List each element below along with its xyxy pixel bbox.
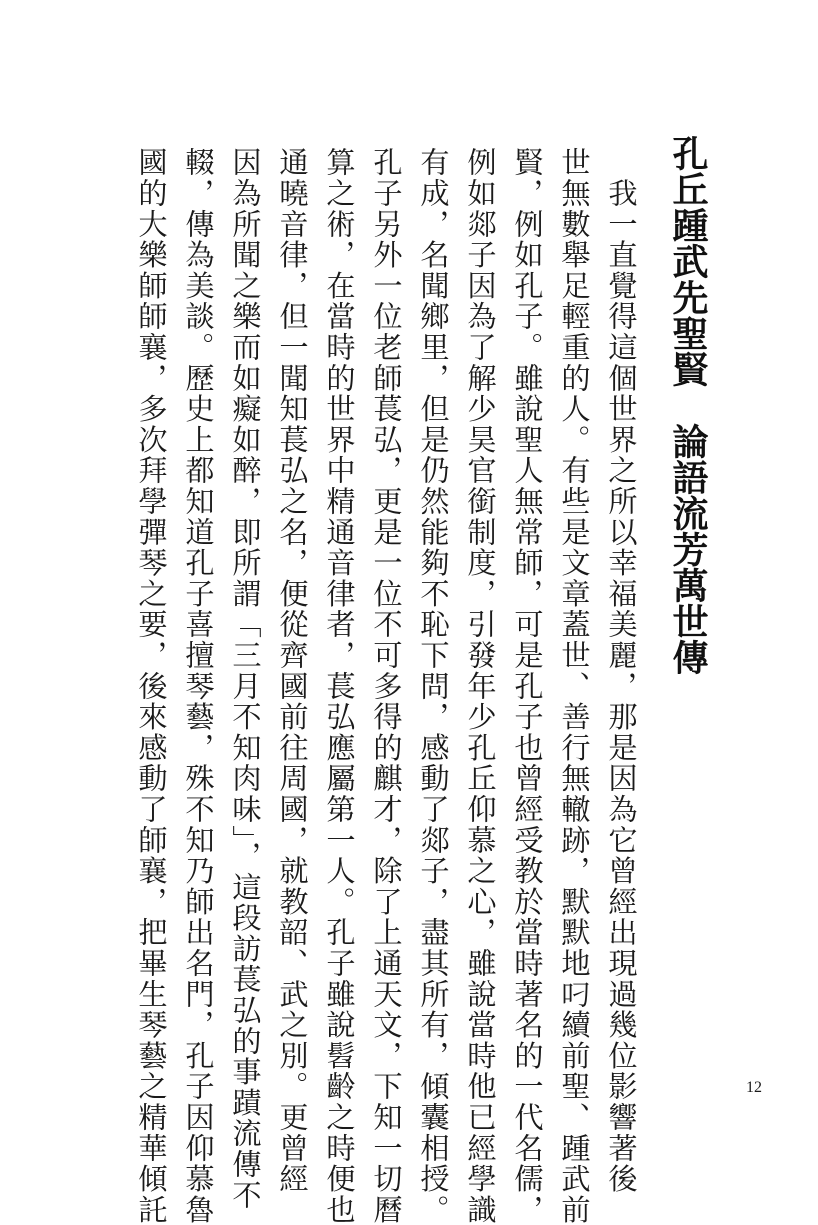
page-number: 12	[746, 1079, 762, 1096]
text-column-1: 我一直覺得這個世界之所以幸福美麗，那是因為它曾經出現過幾位影響著後	[604, 147, 638, 1195]
text-column-5: 有成，名聞鄉里，但是仍然能夠不恥下問，感動了郯子，盡其所有，傾囊相授。	[416, 147, 450, 1225]
text-column-10: 輟，傳為美談。歷史上都知道孔子喜擅琴藝，殊不知乃師出名門，孔子因仰慕魯	[181, 147, 215, 1225]
text-column-4: 例如郯子因為了解少昊官銜制度，引發年少孔丘仰慕之心，雖說當時他已經學識	[463, 147, 497, 1225]
text-column-9: 因為所聞之樂而如癡如醉，即所謂「三月不知肉味」，這段訪萇弘的事蹟流傳不	[228, 147, 262, 1211]
text-column-2: 世無數舉足輕重的人。有些是文章蓋世、善行無轍跡，默默地叼續前聖、踵武前	[557, 147, 591, 1225]
text-column-7: 算之術，在當時的世界中精通音律者，萇弘應屬第一人。孔子雖說髫齡之時便也	[322, 147, 356, 1225]
text-column-3: 賢，例如孔子。雖說聖人無常師，可是孔子也曾經受教於當時著名的一代名儒，	[510, 147, 544, 1225]
chapter-title: 孔丘踵武先聖賢 論語流芳萬世傳	[667, 135, 709, 675]
text-column-11: 國的大樂師師襄，多次拜學彈琴之要，後來感動了師襄，把畢生琴藝之精華傾託	[134, 147, 168, 1225]
text-column-8: 通曉音律，但一聞知萇弘之名，便從齊國前往周國，就教韶、武之別。更曾經	[275, 147, 309, 1195]
text-column-6: 孔子另外一位老師萇弘，更是一位不可多得的麒才，除了上通天文，下知一切曆	[369, 147, 403, 1225]
